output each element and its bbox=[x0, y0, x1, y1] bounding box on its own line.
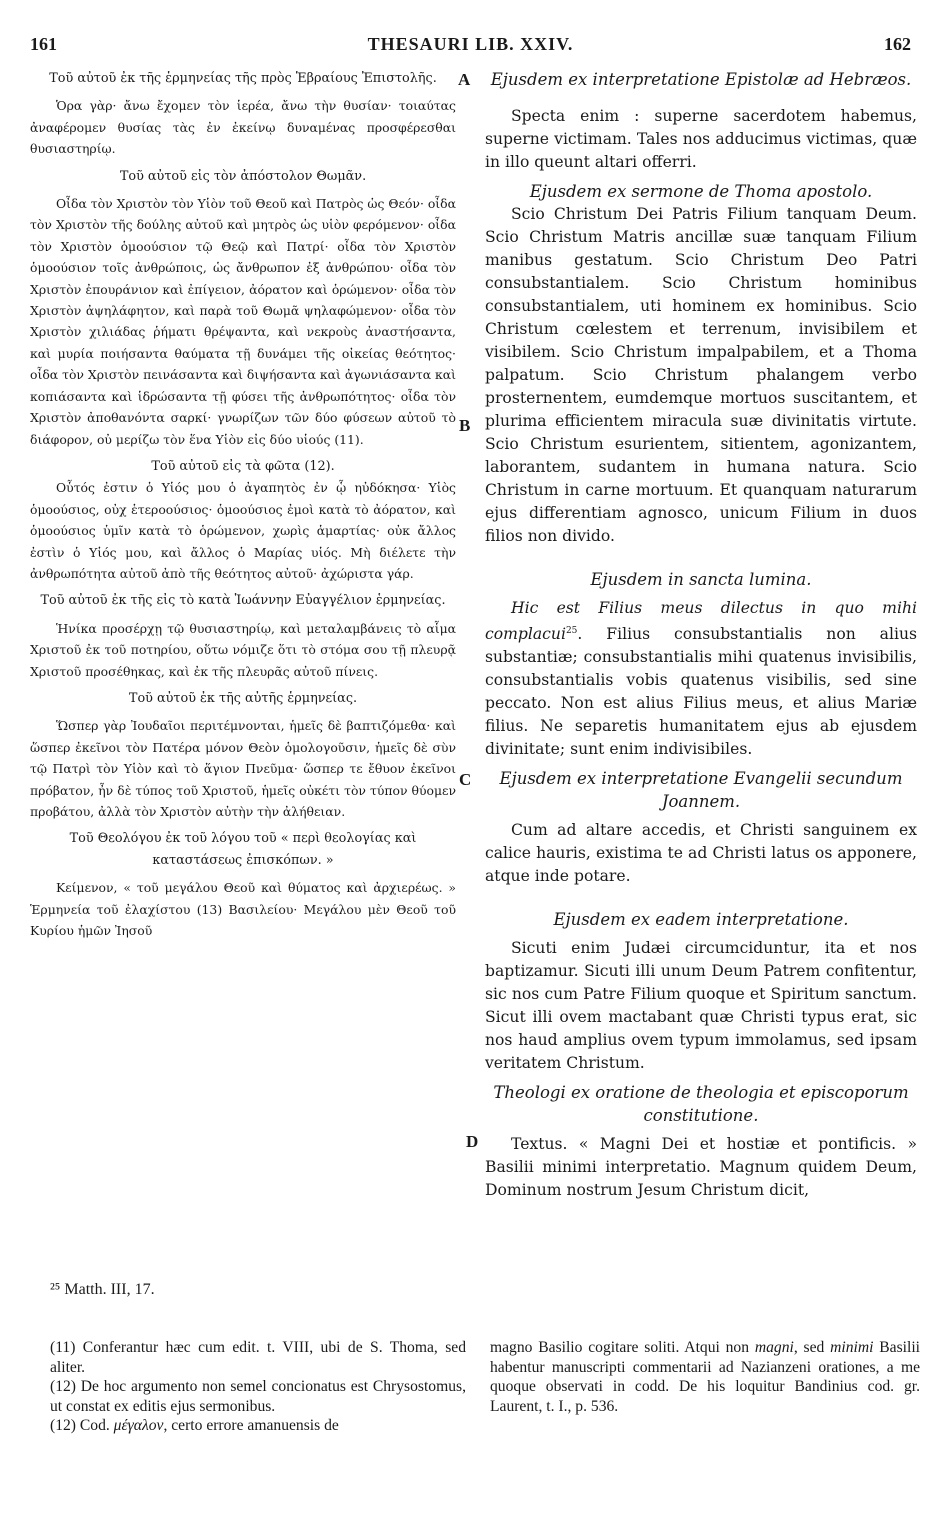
latin-text-theologus: Textus. « Magni Dei et hostiæ et pontificis. » Basilii minimi interpretatio. Magnum quidem Deum, Dominum nostrum Jesum Christum dicit, bbox=[485, 1135, 917, 1200]
footnote-13-cont-em1: magni bbox=[754, 1339, 794, 1356]
margin-marker-a: A bbox=[458, 70, 471, 89]
greek-heading-john: Τοῦ αὐτοῦ ἐκ τῆς εἰς τὸ κατὰ Ἰωάννην Εὐαγγέλιον ἑρμηνείας. bbox=[40, 593, 446, 609]
latin-heading-john: Ejusdem ex interpretatione Evangelii secundum Joannem. bbox=[499, 769, 903, 812]
greek-text-hebrews: Ὁρα γὰρ· ἄνω ἔχομεν τὸν ἱερέα, ἄνω τὴν θυσίαν· τοιαύτας ἀναφέρομεν θυσίας τὰς ἐν ἐκείνῳ δυναμένας προσφέρεσθαι θυσιαστηρίῳ. bbox=[30, 98, 456, 157]
latin-column bbox=[485, 68, 917, 1202]
latin-heading-theologus: Theologi ex oratione de theologia et episcoporum constitutione. bbox=[493, 1083, 909, 1126]
greek-text-john-2: Ὥσπερ γὰρ Ἰουδαῖοι περιτέμνονται, ἡμεῖς δὲ βαπτιζόμεθα· καὶ ὥσπερ ἐκεῖνοι τὸν Πατέρα μόνον Θεὸν ὁμολογοῦσιν, ἡμεῖς δὲ σὺν τῷ Πατρὶ τὸν Υἱὸν καὶ τὸ ἅγιον Πνεῦμα· ὥσπερ τε ἔθυον ἐκεῖνοι πρόβατον, ἦν δὲ τύπος τοῦ Χριστοῦ, ἡμεῖς οὐκέτι τὸν τύπον θύομεν προβάτου, ἀλλὰ τὸν Χριστὸν αὐτὴν τὴν ἀλήθειαν. bbox=[30, 718, 456, 819]
margin-marker-d: D bbox=[466, 1132, 479, 1151]
footnote-13-tail: , certo errore amanuensis de bbox=[163, 1417, 339, 1434]
latin-text-thomas: Scio Christum Dei Patris Filium tanquam Deum. Scio Christum Matris ancillæ suæ tanquam Filium manibus gestatum. Scio Christum Deo Patri consubstantialem. Scio Christum hominibus consubstantialem, uti hominem ex hominibus. Scio Christum cœlestem et terrenum, invisibilem et visibilem. Scio Christum impalpabilem, et a Thoma palpatum. Scio Christum phalangem verbo prosternentem, eumdemque mortuos suscitantem, et plurima efficientem miracula suæ divinitatis virtute. Scio Christum esurientem, sitientem, agonizantem, laborantem, sudantem in humana natura. Scio Christum in carne mortuum. Et quanquam naturarum ejus differentiam agnosco, unicum Filium in duos filios non divido. bbox=[485, 205, 917, 545]
margin-marker-c: C bbox=[459, 770, 472, 789]
latin-text-john-2: Sicuti enim Judæi circumciduntur, ita et nos baptizamur. Sicuti illi unum Deum Patrem confitentur, sic nos cum Patre Filium quoque et Spiritum sanctum. Sicut illi ovem mactabant quæ Christi typus erat, sic nos haud amplius ovem typum immolamus, sed ipsam veritatem Christum. bbox=[485, 939, 917, 1073]
greek-column bbox=[30, 68, 456, 941]
latin-text-lumina bbox=[485, 597, 917, 761]
greek-heading-john-2: Τοῦ αὐτοῦ ἐκ τῆς αὐτῆς ἑρμηνείας. bbox=[128, 690, 358, 706]
footnote-13-cont-em2: minimi bbox=[830, 1339, 874, 1356]
footnote-13-cont-a: magno Basilio cogitare soliti. Atqui non bbox=[490, 1339, 755, 1356]
greek-text-john: Ἡνίκα προσέρχῃ τῷ θυσιαστηρίῳ, καὶ μεταλαμβάνεις τὸ αἷμα Χριστοῦ ἐκ τοῦ ποτηρίου, οὕτω νόμιζε ὅτι τὸ στόμα σου τῇ πλευρᾷ Χριστοῦ προσέθηκας, καὶ ἐκ τῆς πλευρᾶς αὐτοῦ πίνεις. bbox=[30, 620, 456, 679]
footnotes-right bbox=[490, 1338, 920, 1416]
footnote-13 bbox=[50, 1416, 466, 1436]
latin-heading-john-2: Ejusdem ex eadem interpretatione. bbox=[553, 910, 849, 930]
footnote-13-cont-c: Basilii habentur manuscripti commentarii ad Nazianzeni orationes, a me quoque observati in codd. De his loquitur Bandinius cod. gr. Laurent, t. I., p. 536. bbox=[490, 1339, 920, 1415]
footnote-13-lead: (12) Cod. bbox=[50, 1417, 114, 1434]
footnote-13-greek: μέγαλον bbox=[113, 1417, 164, 1434]
greek-text-theologus: Κείμενον, « τοῦ μεγάλου Θεοῦ καὶ θύματος καὶ ἀρχιερέως. » Ἑρμηνεία τοῦ ἐλαχίστου (13) Βασιλείου· Μεγάλου μὲν Θεοῦ τοῦ Κυρίου ἡμῶν Ἰησοῦ bbox=[30, 880, 456, 939]
margin-marker-b: B bbox=[459, 416, 471, 435]
greek-heading-thomas: Τοῦ αὐτοῦ εἰς τὸν ἀπόστολον Θωμᾶν. bbox=[119, 168, 367, 184]
page-number-left: 161 bbox=[30, 34, 57, 54]
running-head bbox=[30, 34, 911, 60]
latin-heading-lumina: Ejusdem in sancta lumina. bbox=[590, 570, 812, 589]
greek-text-thomas: Οἶδα τὸν Χριστὸν τὸν Υἱὸν τοῦ Θεοῦ καὶ Πατρὸς ὡς Θεόν· οἶδα τὸν Χριστὸν τῆς δούλης αὐτοῦ καὶ μητρὸς ὡς υἱὸν φερόμενον· οἶδα τὸν Χριστὸν ὁμοούσιον τῷ Θεῷ καὶ Πατρί· οἶδα τὸν Χριστὸν ὁμοούσιον τοῖς ἀνθρώποις, ὡς ἄνθρωπον ἐξ ἀνθρώπου· οἶδα τὸν Χριστὸν ἐπουράνιον καὶ ἐπίγειον, ἀόρατον καὶ ὁρώμενον· οἶδα τὸν Χριστὸν ἀψηλάφητον, καὶ παρὰ τοῦ Θωμᾶ ψηλαφώμενον· οἶδα τὸν Χριστὸν χιλιάδας ῥήματι θρέψαντα, καὶ νεκροὺς ἀναστήσαντα, καὶ μυρία ποιήσαντα θαύματα τῇ δυνάμει τῆς οἰκείας θεότητος· οἶδα τὸν Χριστὸν πεινάσαντα καὶ διψήσαντα καὶ ἀγωνιάσαντα καὶ κοπιάσαντα καὶ ἱδρώσαντα τῇ φύσει τῆς ἀνθρωπότητος· οἶδα τὸν Χριστὸν ἀποθανόντα σαρκί· γνωρίζων τῶν δύο φύσεων αὐτοῦ τὸ διάφορον, οὐ μερίζω τὸν ἕνα Υἱὸν εἰς δύο υἱούς (11). bbox=[30, 196, 456, 447]
footnotes-left bbox=[50, 1338, 466, 1436]
latin-lumina-body: . Filius consubstantialis non alius substantiæ; consubstantialis mihi quatenus invisibilis, consubstantialis vobis quatenus visibilis, sed sine peccato. Non est alius Filius meus, et alius Mariæ filius. Ne separetis humanitatem ejus ab ejusdem divinitate; sunt enim indivisibiles. bbox=[485, 625, 917, 759]
footnote-scripture: ²⁵ Matth. III, 17. bbox=[50, 1281, 155, 1298]
page-number-right: 162 bbox=[884, 34, 911, 54]
latin-text-hebrews: Specta enim : superne sacerdotem habemus, superne victimam. Tales nos adducimus victimas, quæ in illo queunt altari offerri. bbox=[485, 107, 917, 171]
latin-heading-thomas: Ejusdem ex sermone de Thoma apostolo. bbox=[529, 182, 873, 201]
latin-lumina-quote: Hic est Filius meus dilectus in quo mihi complacui bbox=[485, 599, 917, 644]
greek-heading-theologus: Τοῦ Θεολόγου ἐκ τοῦ λόγου τοῦ « περὶ θεολογίας καὶ καταστάσεως ἐπισκόπων. » bbox=[69, 831, 417, 868]
greek-heading-hebrews: Τοῦ αὐτοῦ ἐκ τῆς ἑρμηνείας τῆς πρὸς Ἑβραίους Ἐπιστολῆς. bbox=[49, 71, 437, 86]
footnote-13-continued bbox=[490, 1338, 920, 1416]
footnote-13-cont-b: , sed bbox=[793, 1339, 831, 1356]
latin-text-john: Cum ad altare accedis, et Christi sanguinem ex calice hauris, existima te ad Christi latus os apponere, atque inde potare. bbox=[485, 821, 917, 886]
latin-lumina-ref: 25 bbox=[565, 626, 578, 636]
latin-heading-hebrews: Ejusdem ex interpretatione Epistolæ ad Hebræos. bbox=[490, 70, 912, 89]
footnote-12: (12) De hoc argumento non semel concionatus est Chrysostomus, ut constat ex editis ejus sermonibus. bbox=[50, 1378, 466, 1415]
greek-heading-lumina: Τοῦ αὐτοῦ εἰς τὰ φῶτα (12). bbox=[151, 458, 335, 474]
footnote-11: (11) Conferantur hæc cum edit. t. VIII, ubi de S. Thoma, sed aliter. bbox=[50, 1339, 466, 1376]
greek-text-lumina: Οὗτός ἐστιν ὁ Υἱός μου ὁ ἀγαπητὸς ἐν ᾧ ηὐδόκησα· Υἱὸς ὁμοούσιος, οὐχ ἑτεροούσιος· ὁμοούσιος ἐμοὶ κατὰ τὸ ἀόρατον, καὶ ὁμοούσιος ὑμῖν κατὰ τὸ ὁρώμενον, χωρὶς ἁμαρτίας· οὐκ ἄλλος ἐστὶν ὁ Υἱός μου, καὶ ἄλλος ὁ Μαρίας υἱός. Μὴ διέλετε τὴν ἀνθρωπότητα αὐτοῦ ἀπὸ τῆς θεότητος αὐτοῦ· ἀχώριστα γάρ. bbox=[30, 480, 456, 581]
running-title: THESAURI LIB. XXIV. bbox=[367, 34, 574, 54]
